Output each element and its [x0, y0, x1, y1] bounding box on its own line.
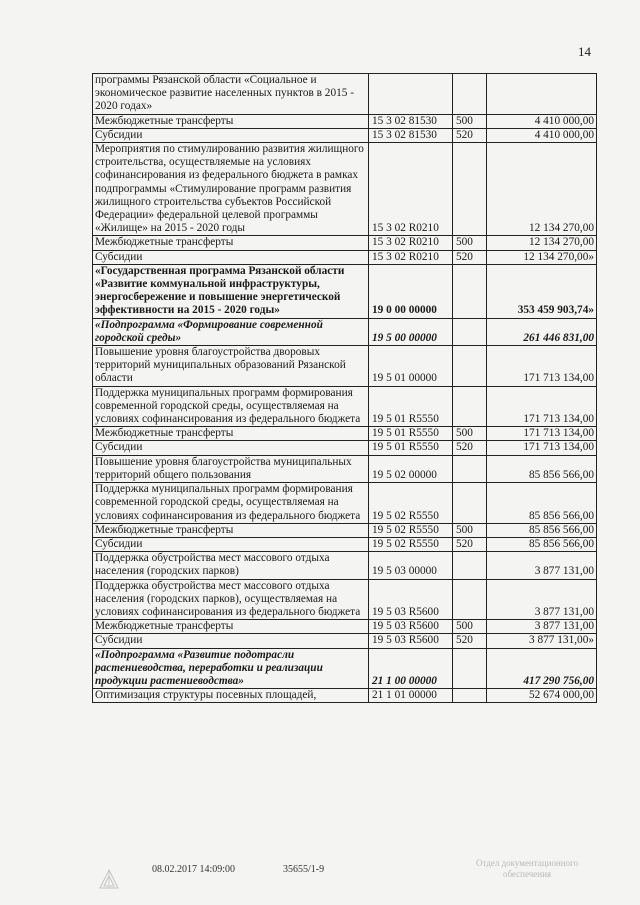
row-type-cell: 500: [453, 523, 487, 537]
table-row: [93, 346, 597, 387]
row-code-cell: 15 3 02 81530: [369, 128, 453, 142]
row-amount-cell: 171 713 134,00: [487, 441, 597, 455]
row-code-cell: 19 0 00 00000: [369, 264, 453, 318]
row-amount-cell: 171 713 134,00: [487, 427, 597, 441]
table-row: [93, 143, 597, 236]
row-code-cell: 19 5 01 R5550: [369, 386, 453, 427]
row-amount-cell: 171 713 134,00: [487, 386, 597, 427]
table-row: [93, 648, 597, 689]
table-row: [93, 537, 597, 551]
row-type-cell: 520: [453, 128, 487, 142]
row-type-cell: 520: [453, 634, 487, 648]
stamp-line-2: обеспечения: [502, 869, 552, 879]
table-row: [93, 523, 597, 537]
row-name-cell: Повышение уровня благоустройства муниципальных территорий общего пользования: [93, 455, 369, 482]
row-name-cell: Оптимизация структуры посевных площадей,: [93, 689, 369, 703]
row-code-cell: 19 5 02 R5550: [369, 483, 453, 524]
table-row: [93, 236, 597, 250]
footer-doc-number: 35655/1-9: [283, 864, 325, 875]
row-name-cell: Межбюджетные трансферты: [93, 620, 369, 634]
office-seal-icon: [97, 868, 121, 892]
table-row: [93, 634, 597, 648]
table-row: [93, 427, 597, 441]
row-name-cell: Межбюджетные трансферты: [93, 114, 369, 128]
row-amount-cell: 3 877 131,00: [487, 620, 597, 634]
row-code-cell: 15 3 02 R0210: [369, 236, 453, 250]
row-name-cell: Поддержка муниципальных программ формирования современной городской среды, осуществляемая на условиях софинансирования из федерального бюджета: [93, 386, 369, 427]
row-name-cell: Субсидии: [93, 250, 369, 264]
row-amount-cell: 3 877 131,00: [487, 552, 597, 579]
row-type-cell: [453, 143, 487, 236]
row-type-cell: [453, 264, 487, 318]
table-row: [93, 579, 597, 620]
row-name-cell: программы Рязанской области «Социальное и экономическое развитие населенных пунктов в 2015 - 2020 годах»: [93, 74, 369, 115]
row-type-cell: [453, 74, 487, 115]
row-code-cell: 19 5 03 00000: [369, 552, 453, 579]
row-name-cell: Мероприятия по стимулированию развития жилищного строительства, осуществляемые на условиях софинансирования из федерального бюджета в рамках подпрограммы «Стимулирование программ развития жилищного строительства субъектов Российской Федерации» федеральной целевой программы «Жилище» на 2015 - 2020 годы: [93, 143, 369, 236]
row-name-cell: Поддержка обустройства мест массового отдыха населения (городских парков), осуществляемая на условиях софинансирования из федерального бюджета: [93, 579, 369, 620]
row-code-cell: 21 1 01 00000: [369, 689, 453, 703]
table-row: [93, 441, 597, 455]
row-name-cell: «Подпрограмма «Формирование современной городской среды»: [93, 318, 369, 345]
row-code-cell: 19 5 03 R5600: [369, 579, 453, 620]
table-row: [93, 74, 597, 115]
row-code-cell: 19 5 01 R5550: [369, 441, 453, 455]
footer-timestamp: 08.02.2017 14:09:00: [152, 864, 236, 875]
budget-table-body: [93, 74, 597, 703]
row-type-cell: [453, 483, 487, 524]
row-name-cell: Межбюджетные трансферты: [93, 236, 369, 250]
table-row: [93, 264, 597, 318]
row-code-cell: 19 5 02 00000: [369, 455, 453, 482]
row-type-cell: [453, 579, 487, 620]
row-name-cell: Повышение уровня благоустройства дворовых территорий муниципальных образований Рязанской области: [93, 346, 369, 387]
row-code-cell: 19 5 03 R5600: [369, 620, 453, 634]
row-code-cell: 15 3 02 R0210: [369, 250, 453, 264]
row-name-cell: Межбюджетные трансферты: [93, 523, 369, 537]
row-code-cell: 15 3 02 81530: [369, 114, 453, 128]
row-type-cell: 520: [453, 441, 487, 455]
row-type-cell: [453, 318, 487, 345]
row-code-cell: 19 5 02 R5550: [369, 523, 453, 537]
row-amount-cell: 3 877 131,00: [487, 579, 597, 620]
row-type-cell: [453, 346, 487, 387]
row-name-cell: Межбюджетные трансферты: [93, 427, 369, 441]
row-type-cell: [453, 689, 487, 703]
table-row: [93, 128, 597, 142]
table-row: [93, 318, 597, 345]
row-code-cell: [369, 74, 453, 115]
row-type-cell: [453, 455, 487, 482]
row-type-cell: 520: [453, 537, 487, 551]
row-amount-cell: 4 410 000,00: [487, 114, 597, 128]
table-row: [93, 250, 597, 264]
row-name-cell: Поддержка муниципальных программ формирования современной городской среды, осуществляемая на условиях софинансирования из федерального бюджета: [93, 483, 369, 524]
row-name-cell: Субсидии: [93, 441, 369, 455]
row-name-cell: Субсидии: [93, 537, 369, 551]
row-type-cell: [453, 552, 487, 579]
row-amount-cell: 85 856 566,00: [487, 537, 597, 551]
page-number: 14: [578, 44, 591, 59]
department-stamp: [452, 858, 602, 880]
row-amount-cell: 3 877 131,00»: [487, 634, 597, 648]
row-type-cell: [453, 386, 487, 427]
row-name-cell: Поддержка обустройства мест массового отдыха населения (городских парков): [93, 552, 369, 579]
row-type-cell: 500: [453, 114, 487, 128]
row-amount-cell: 85 856 566,00: [487, 455, 597, 482]
row-name-cell: «Подпрограмма «Развитие подотрасли растениеводства, переработки и реализации продукции растениеводства»: [93, 648, 369, 689]
row-code-cell: 15 3 02 R0210: [369, 143, 453, 236]
row-type-cell: 520: [453, 250, 487, 264]
table-row: [93, 552, 597, 579]
row-amount-cell: 52 674 000,00: [487, 689, 597, 703]
row-code-cell: 19 5 01 R5550: [369, 427, 453, 441]
row-name-cell: Субсидии: [93, 128, 369, 142]
row-amount-cell: 12 134 270,00: [487, 236, 597, 250]
row-amount-cell: 12 134 270,00»: [487, 250, 597, 264]
table-row: [93, 455, 597, 482]
budget-table: [92, 73, 597, 703]
stamp-line-1: Отдел документационного: [475, 858, 579, 868]
table-row: [93, 483, 597, 524]
row-type-cell: 500: [453, 620, 487, 634]
row-amount-cell: [487, 74, 597, 115]
table-row: [93, 114, 597, 128]
table-row: [93, 689, 597, 703]
row-type-cell: 500: [453, 236, 487, 250]
table-row: [93, 386, 597, 427]
row-type-cell: [453, 648, 487, 689]
row-code-cell: 21 1 00 00000: [369, 648, 453, 689]
row-code-cell: 19 5 00 00000: [369, 318, 453, 345]
row-amount-cell: 261 446 831,00: [487, 318, 597, 345]
row-amount-cell: 353 459 903,74»: [487, 264, 597, 318]
row-name-cell: Субсидии: [93, 634, 369, 648]
row-amount-cell: 4 410 000,00: [487, 128, 597, 142]
row-code-cell: 19 5 02 R5550: [369, 537, 453, 551]
row-amount-cell: 417 290 756,00: [487, 648, 597, 689]
row-amount-cell: 85 856 566,00: [487, 483, 597, 524]
row-type-cell: 500: [453, 427, 487, 441]
row-amount-cell: 171 713 134,00: [487, 346, 597, 387]
row-name-cell: «Государственная программа Рязанской области «Развитие коммунальной инфраструктуры, энергосбережение и повышение энергетической эффективности на 2015 - 2020 годы»: [93, 264, 369, 318]
table-row: [93, 620, 597, 634]
row-amount-cell: 85 856 566,00: [487, 523, 597, 537]
row-code-cell: 19 5 03 R5600: [369, 634, 453, 648]
row-amount-cell: 12 134 270,00: [487, 143, 597, 236]
row-code-cell: 19 5 01 00000: [369, 346, 453, 387]
